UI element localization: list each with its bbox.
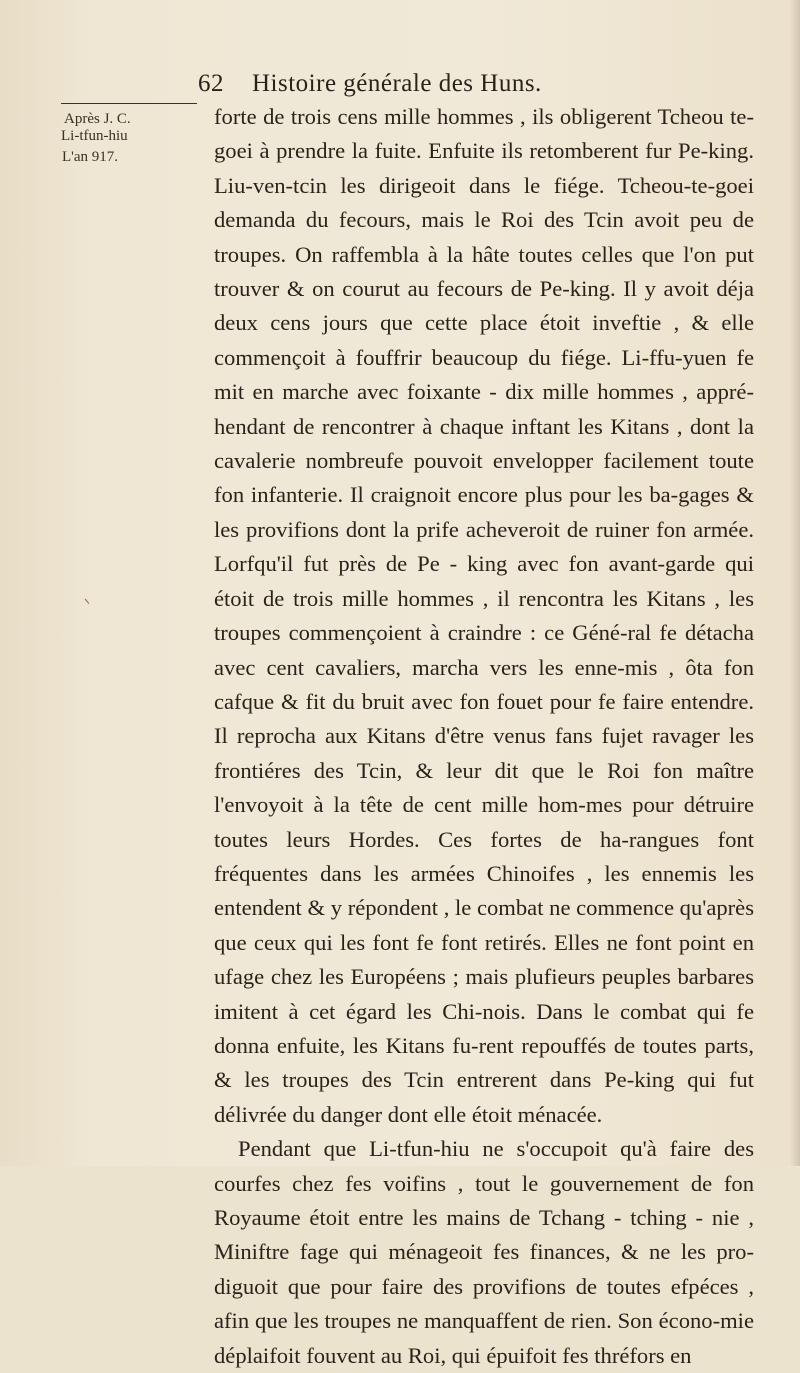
page-number: 62 (198, 70, 224, 97)
margin-rule (61, 103, 197, 104)
page-edge-shadow (790, 0, 800, 1166)
margin-note-year: L'an 917. (62, 149, 119, 165)
running-title: Histoire générale des Huns. (252, 70, 542, 97)
margin-note-ruler: Li-tfun-hiu (61, 128, 128, 144)
paragraph-1: forte de trois cens mille hommes , ils obligerent Tcheou te-goei à prendre la fuite. Enfuite ils retomberent fur Pe-king. Liu-ven-tcin les dirigeoit dans le fiége. Tcheou-te-goei demanda du fecours, mais le Roi des Tcin avoit peu de troupes. On raffembla à la hâte toutes celles que l'on put trouver & on courut au fecours de Pe-king. Il y avoit déja deux cens jours que cette place étoit inveftie , & elle commençoit à fouffrir beaucoup du fiége. Li-ffu-yuen fe mit en marche avec foixante - dix mille hommes , appré-hendant de rencontrer à chaque inftant les Kitans , dont la cavalerie nombreufe pouvoit envelopper facilement toute fon infanterie. Il craignoit encore plus pour les ba-gages & les provifions dont la prife acheveroit de ruiner fon armée. Lorfqu'il fut près de Pe - king avec fon avant-garde qui étoit de trois mille hommes , il rencontra les Kitans , les troupes commençoient à craindre : ce Géné-ral fe détacha avec cent cavaliers, marcha vers les enne-mis , ôta fon cafque & fit du bruit avec fon fouet pour fe faire entendre. Il reprocha aux Kitans d'être venus fans fujet ravager les frontiéres des Tcin, & leur dit que le Roi fon maître l'envoyoit à la tête de cent mille hom-mes pour détruire toutes leurs Hordes. Ces fortes de ha-rangues font fréquentes dans les armées Chinoifes , les ennemis les entendent & y répondent , le combat ne commence qu'après que ceux qui les font fe font retirés. Elles ne font point en ufage chez les Européens ; mais plufieurs peuples barbares imitent à cet égard les Chi-nois. Dans le combat qui fe donna enfuite, les Kitans fu-rent repouffés de toutes parts, & les troupes des Tcin entrerent dans Pe-king qui fut délivrée du danger dont elle étoit ménacée. (214, 104, 754, 1127)
body-text (214, 100, 754, 1373)
margin-note-era: Après J. C. (64, 111, 131, 127)
margin-pen-mark (85, 596, 93, 604)
paragraph-2: Pendant que Li-tfun-hiu ne s'occupoit qu'à faire des courfes chez fes voifins , tout le gouvernement de fon Royaume étoit entre les mains de Tchang - tching - nie , Miniftre fage qui ménageoit fes finances, & ne les pro-diguoit que pour faire des provifions de toutes efpéces , afin que les troupes ne manquaffent de rien. Son écono-mie déplaifoit fouvent au Roi, qui épuifoit fes thréfors en (214, 1136, 754, 1368)
